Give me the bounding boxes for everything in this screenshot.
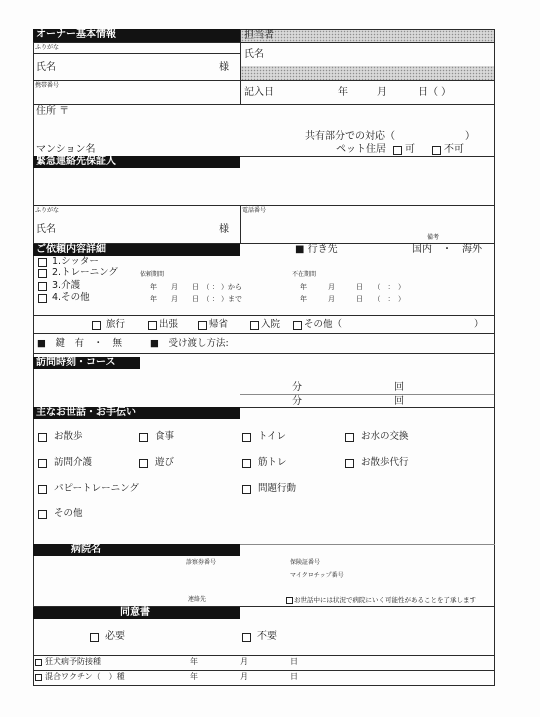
- entry-date-month: 月: [377, 87, 387, 98]
- reason-other-label: その他（: [304, 319, 343, 330]
- request-details-header-text: ご依頼内容詳細: [36, 244, 106, 255]
- care-play-checkbox[interactable]: [139, 459, 148, 468]
- mansion-name-label: マンション名: [36, 144, 96, 155]
- common-area-label: 共有部分での対応（ ）: [305, 131, 475, 142]
- visit-minutes-1: 分: [292, 382, 302, 393]
- owner-info-header: [33, 29, 240, 42]
- visit-times-1: 回: [394, 382, 404, 393]
- owner-name-label: 氏名: [36, 62, 56, 73]
- visit-course-header-text: 訪問時刻・コース: [36, 357, 116, 368]
- service-other-checkbox[interactable]: [38, 294, 47, 303]
- service-training-checkbox[interactable]: [38, 269, 47, 278]
- owner-phone-field[interactable]: [34, 90, 239, 103]
- absence-period-from: 年 月 日 （ ： ）: [300, 283, 405, 291]
- rule-bottom: [33, 685, 495, 686]
- request-period-label: 依頼期間: [140, 271, 165, 278]
- owner-info-header-text: オーナー基本情報: [36, 29, 116, 40]
- rule-consent-block: [33, 655, 495, 656]
- care-puppy-training-label: パピートレーニング: [54, 483, 139, 494]
- consent-not-required-label: 不要: [257, 631, 277, 642]
- care-water-label: お水の交換: [361, 431, 409, 442]
- care-walk-proxy-label: お散歩代行: [361, 457, 409, 468]
- entry-date-year: 年: [338, 87, 348, 98]
- care-toilet-label: トイレ: [258, 431, 287, 442]
- visit-minutes-2: 分: [292, 396, 302, 407]
- staff-header: [241, 30, 494, 42]
- emergency-contact-field[interactable]: [34, 169, 493, 204]
- pet-not-allowed-checkbox[interactable]: [432, 146, 441, 155]
- care-walk-label: お散歩: [54, 431, 83, 442]
- rule-emergency-block: [33, 205, 495, 206]
- hospital-consent-checkbox[interactable]: [286, 597, 293, 604]
- care-other-checkbox[interactable]: [38, 510, 47, 519]
- care-meal-checkbox[interactable]: [139, 433, 148, 442]
- reason-hospital-label: 入院: [261, 319, 281, 330]
- care-behavior-label: 問題行動: [258, 483, 297, 494]
- rule-key-row: [33, 353, 495, 354]
- consent-header: [33, 607, 240, 619]
- emergency-honorific: 様: [219, 224, 229, 235]
- entry-date-day: 日（ ）: [418, 87, 452, 98]
- care-other-label: その他: [54, 508, 83, 519]
- address-field[interactable]: [78, 105, 492, 127]
- hospital-contact-label: 連絡先: [188, 596, 207, 603]
- reason-hospital-checkbox[interactable]: [250, 321, 259, 330]
- care-water-checkbox[interactable]: [345, 433, 354, 442]
- rabies-vaccine-day: 日: [290, 657, 298, 666]
- rule-vaccine-row: [33, 670, 495, 671]
- service-care-label: 3.介護: [52, 280, 81, 291]
- reason-business-label: 出張: [159, 319, 179, 330]
- care-header: [33, 407, 240, 419]
- owner-phone-label: 携帯番号: [35, 82, 60, 89]
- visit-course-header: [33, 357, 140, 369]
- pet-allowed-checkbox[interactable]: [393, 146, 402, 155]
- combo-vaccine-label: 混合ワクチン（ ）種: [45, 672, 125, 681]
- rabies-vaccine-year: 年: [190, 657, 198, 666]
- emergency-phone-label: 電話番号: [242, 207, 267, 214]
- care-puppy-training-checkbox[interactable]: [38, 485, 47, 494]
- owner-furigana-label: ふりがな: [35, 44, 60, 51]
- reason-other-close: ）: [474, 319, 484, 330]
- emergency-name-field[interactable]: [60, 217, 215, 242]
- care-home-nursing-checkbox[interactable]: [38, 459, 47, 468]
- reason-travel-label: 旅行: [106, 319, 126, 330]
- key-label: ■ 鍵 有 ・ 無: [37, 338, 122, 349]
- handover-method-field[interactable]: [240, 334, 493, 352]
- combo-vaccine-year: 年: [190, 672, 198, 681]
- hospital-header-text: 病院名: [71, 544, 101, 555]
- staff-name-field[interactable]: [268, 44, 493, 65]
- care-walk-proxy-checkbox[interactable]: [345, 459, 354, 468]
- rabies-vaccine-checkbox[interactable]: [35, 659, 42, 666]
- rule-furigana: [33, 53, 240, 54]
- request-period-from: 年 月 日 （ ： ）から: [150, 283, 242, 291]
- rule-name-row: [33, 80, 495, 81]
- service-training-label: 2.トレーニング: [52, 267, 118, 278]
- reason-homecoming-label: 帰省: [209, 319, 229, 330]
- consent-not-required-checkbox[interactable]: [242, 633, 251, 642]
- emergency-phone-field[interactable]: [241, 215, 493, 242]
- combo-vaccine-checkbox[interactable]: [35, 674, 42, 681]
- care-play-label: 遊び: [155, 457, 175, 468]
- staff-name-label: 氏名: [244, 49, 264, 60]
- pet-housing-label: ペット住居: [336, 144, 386, 155]
- care-meal-label: 食事: [155, 431, 175, 442]
- rabies-vaccine-label: 狂犬病予防接種: [45, 657, 101, 666]
- staff-shaded-band: [241, 66, 494, 80]
- request-details-header: [33, 244, 240, 256]
- microchip-number-label: マイクロチップ番号: [290, 572, 344, 579]
- destination-note-label: 備考: [427, 234, 440, 241]
- visit-course-field[interactable]: [34, 370, 493, 406]
- rule-services: [33, 315, 495, 316]
- care-header-text: 主なお世話・お手伝い: [36, 407, 136, 418]
- hospital-header: [33, 544, 240, 556]
- staff-header-text: 担当者: [244, 30, 274, 41]
- service-care-checkbox[interactable]: [38, 282, 47, 291]
- owner-furigana-field[interactable]: [70, 43, 238, 53]
- care-strength-checkbox[interactable]: [242, 459, 251, 468]
- handover-method-label: ■ 受け渡し方法:: [150, 338, 229, 349]
- absence-period-to: 年 月 日 （ ： ）: [300, 295, 405, 303]
- owner-name-field[interactable]: [60, 55, 215, 79]
- hospital-consent-note: お世話中には状況で病院にいく可能性があることを了承します: [294, 596, 476, 604]
- pet-allowed-label: 可: [405, 144, 415, 155]
- emergency-furigana-label: ふりがな: [35, 207, 60, 214]
- destination-label: ■ 行き先: [295, 244, 338, 255]
- insurance-number-label: 保険証番号: [290, 559, 321, 566]
- care-strength-label: 筋トレ: [258, 457, 287, 468]
- combo-vaccine-month: 月: [240, 672, 248, 681]
- emergency-contact-header: [33, 156, 240, 168]
- visit-times-2: 回: [394, 396, 404, 407]
- rabies-vaccine-month: 月: [240, 657, 248, 666]
- emergency-contact-header-text: 緊急連絡先保証人: [36, 156, 116, 167]
- reason-travel-checkbox[interactable]: [92, 321, 101, 330]
- service-sitter-checkbox[interactable]: [38, 258, 47, 267]
- service-sitter-label: 1.シッター: [52, 256, 99, 267]
- pet-not-allowed-label: 不可: [444, 144, 464, 155]
- address-label: 住所 〒: [36, 106, 70, 117]
- reason-business-checkbox[interactable]: [148, 321, 157, 330]
- reason-other-checkbox[interactable]: [293, 321, 302, 330]
- care-home-nursing-label: 訪問介護: [54, 457, 93, 468]
- care-behavior-checkbox[interactable]: [242, 485, 251, 494]
- absence-period-label: 不在期間: [292, 271, 317, 278]
- service-other-label: 4.その他: [52, 292, 90, 303]
- combo-vaccine-day: 日: [290, 672, 298, 681]
- entry-date-label: 記入日: [244, 87, 274, 98]
- care-walk-checkbox[interactable]: [38, 433, 47, 442]
- consent-header-text: 同意書: [120, 607, 150, 618]
- reason-homecoming-checkbox[interactable]: [198, 321, 207, 330]
- request-period-to: 年 月 日 （ ： ）まで: [150, 295, 242, 303]
- consent-required-checkbox[interactable]: [90, 633, 99, 642]
- care-toilet-checkbox[interactable]: [242, 433, 251, 442]
- emergency-name-label: 氏名: [36, 224, 56, 235]
- form-right-border: [494, 29, 495, 686]
- destination-options[interactable]: 国内 ・ 海外: [412, 244, 482, 255]
- hospital-card-number-label: 診察券番号: [186, 559, 217, 566]
- owner-honorific: 様: [219, 62, 229, 73]
- consent-required-label: 必要: [105, 631, 125, 642]
